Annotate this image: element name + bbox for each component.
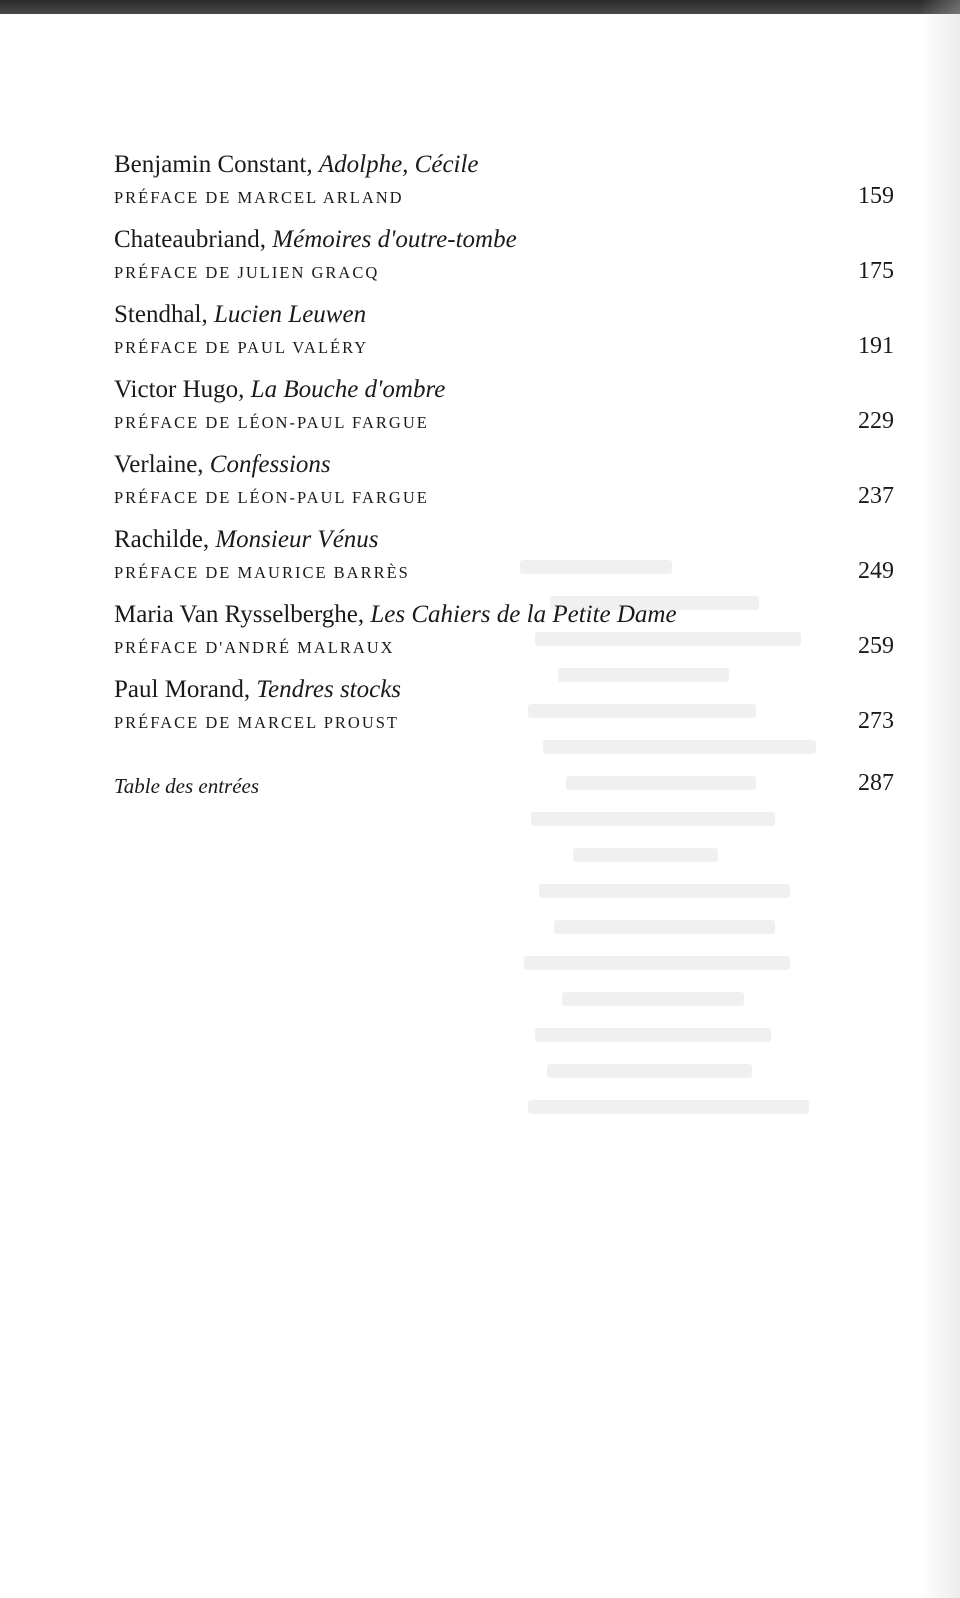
author-name: Rachilde, bbox=[114, 526, 216, 553]
toc-entry-title bbox=[114, 675, 401, 705]
work-title: Mémoires d'outre-tombe bbox=[272, 226, 517, 253]
page-number: 249 bbox=[858, 558, 894, 584]
index-label: Table des entrées bbox=[114, 774, 260, 798]
toc-entry-title bbox=[114, 375, 445, 405]
toc-entry[interactable] bbox=[114, 600, 894, 675]
page-number: 159 bbox=[858, 183, 894, 209]
author-name: Victor Hugo, bbox=[114, 376, 251, 403]
toc-entry[interactable] bbox=[114, 375, 894, 450]
toc-entry-title bbox=[114, 525, 379, 555]
work-title: Adolphe, Cécile bbox=[318, 151, 479, 178]
preface-credit: PRÉFACE DE MARCEL ARLAND bbox=[114, 188, 404, 207]
work-title: Les Cahiers de la Petite Dame bbox=[370, 601, 677, 628]
toc-entry-title bbox=[114, 600, 677, 630]
page-number: 175 bbox=[858, 258, 894, 284]
page-number: 237 bbox=[858, 483, 894, 509]
author-name: Stendhal, bbox=[114, 301, 214, 328]
page-number: 229 bbox=[858, 408, 894, 434]
preface-credit: PRÉFACE DE LÉON-PAUL FARGUE bbox=[114, 488, 429, 507]
toc-entry[interactable] bbox=[114, 525, 894, 600]
work-title: Confessions bbox=[209, 451, 331, 478]
page-number: 273 bbox=[858, 708, 894, 734]
work-title: Lucien Leuwen bbox=[214, 301, 367, 328]
author-name: Paul Morand, bbox=[114, 676, 257, 703]
toc-entry-title bbox=[114, 450, 331, 480]
page-top-edge bbox=[0, 0, 960, 14]
toc-entry-title bbox=[114, 150, 479, 180]
work-title: Tendres stocks bbox=[256, 676, 402, 703]
toc-entry[interactable] bbox=[114, 150, 894, 225]
author-name: Benjamin Constant, bbox=[114, 151, 319, 178]
table-of-contents bbox=[114, 150, 894, 810]
author-name: Verlaine, bbox=[114, 451, 210, 478]
author-name: Maria Van Rysselberghe, bbox=[114, 601, 371, 628]
toc-entry-title bbox=[114, 225, 517, 255]
toc-entry[interactable] bbox=[114, 450, 894, 525]
preface-credit: PRÉFACE DE MARCEL PROUST bbox=[114, 713, 399, 732]
work-title: La Bouche d'ombre bbox=[250, 376, 446, 403]
toc-entry[interactable] bbox=[114, 675, 894, 750]
page-number: 287 bbox=[858, 770, 894, 796]
preface-credit: PRÉFACE DE JULIEN GRACQ bbox=[114, 263, 380, 282]
author-name: Chateaubriand, bbox=[114, 226, 273, 253]
page-number: 259 bbox=[858, 633, 894, 659]
preface-credit: PRÉFACE DE LÉON-PAUL FARGUE bbox=[114, 413, 429, 432]
preface-credit: PRÉFACE DE MAURICE BARRÈS bbox=[114, 563, 410, 582]
preface-credit: PRÉFACE DE PAUL VALÉRY bbox=[114, 338, 369, 357]
toc-entry[interactable] bbox=[114, 225, 894, 300]
page-gutter-shadow bbox=[920, 0, 960, 1598]
work-title: Monsieur Vénus bbox=[215, 526, 379, 553]
toc-entry[interactable] bbox=[114, 300, 894, 375]
toc-entry-title bbox=[114, 300, 366, 330]
preface-credit: PRÉFACE D'ANDRÉ MALRAUX bbox=[114, 638, 395, 657]
toc-index-entry[interactable] bbox=[114, 770, 894, 810]
page-number: 191 bbox=[858, 333, 894, 359]
